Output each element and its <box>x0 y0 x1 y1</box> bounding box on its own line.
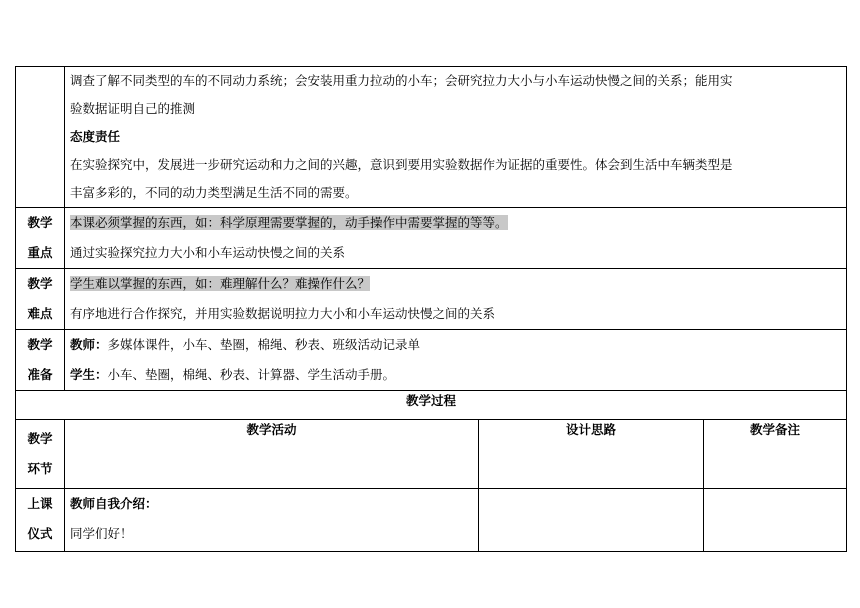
preparation-content <box>65 330 847 391</box>
notes-cell <box>704 489 847 552</box>
difficulties-label: 教学 难点 <box>16 269 65 330</box>
stage-column-header: 教学 环节 <box>16 420 65 489</box>
objective-line: 调查了解不同类型的车的不同动力系统；会安装用重力拉动的小车；会研究拉力大小与小车运动快慢之间的关系；能用实 <box>70 73 733 88</box>
stage-cell: 上课 仪式 <box>16 489 65 552</box>
difficulties-row <box>16 269 847 330</box>
design-cell <box>479 489 704 552</box>
process-header-row <box>16 420 847 489</box>
difficulties-hint: 学生难以掌握的东西，如：难理解什么？难操作什么？ <box>70 276 371 291</box>
difficulties-content <box>65 269 847 330</box>
key-points-hint: 本课必须掌握的东西，如：科学原理需要掌握的，动手操作中需要掌握的等等。 <box>70 215 508 230</box>
preparation-row <box>16 330 847 391</box>
attitude-line: 丰富多彩的，不同的动力类型满足生活不同的需要。 <box>70 185 358 200</box>
attitude-heading: 态度责任 <box>70 129 121 144</box>
activity-cell <box>65 489 479 552</box>
teacher-prep: 教师：多媒体课件，小车、垫圈，棉绳、秒表、班级活动记录单 <box>70 337 421 352</box>
preparation-label: 教学 准备 <box>16 330 65 391</box>
objectives-row <box>16 67 847 208</box>
key-points-text: 通过实验探究拉力大小和小车运动快慢之间的关系 <box>70 245 346 260</box>
key-points-content <box>65 208 847 269</box>
design-column-header: 设计思路 <box>479 420 704 489</box>
objectives-content-cell <box>65 67 847 208</box>
difficulties-text: 有序地进行合作探究，并用实验数据说明拉力大小和小车运动快慢之间的关系 <box>70 306 496 321</box>
notes-column-header: 教学备注 <box>704 420 847 489</box>
process-row <box>16 489 847 552</box>
objectives-label-cell <box>16 67 65 208</box>
activity-text: 同学们好！ <box>70 526 133 541</box>
student-prep: 学生：小车、垫圈，棉绳、秒表、计算器、学生活动手册。 <box>70 367 396 382</box>
key-points-row <box>16 208 847 269</box>
key-points-label: 教学 重点 <box>16 208 65 269</box>
activity-column-header: 教学活动 <box>65 420 479 489</box>
process-title: 教学过程 <box>16 391 847 420</box>
attitude-line: 在实验探究中，发展进一步研究运动和力之间的兴趣，意识到要用实验数据作为证据的重要性。体会到生活中车辆类型是 <box>70 157 733 172</box>
lesson-plan-table <box>15 66 847 552</box>
activity-heading: 教师自我介绍： <box>70 496 158 511</box>
objective-line: 验数据证明自己的推测 <box>70 101 196 116</box>
process-title-row <box>16 391 847 420</box>
